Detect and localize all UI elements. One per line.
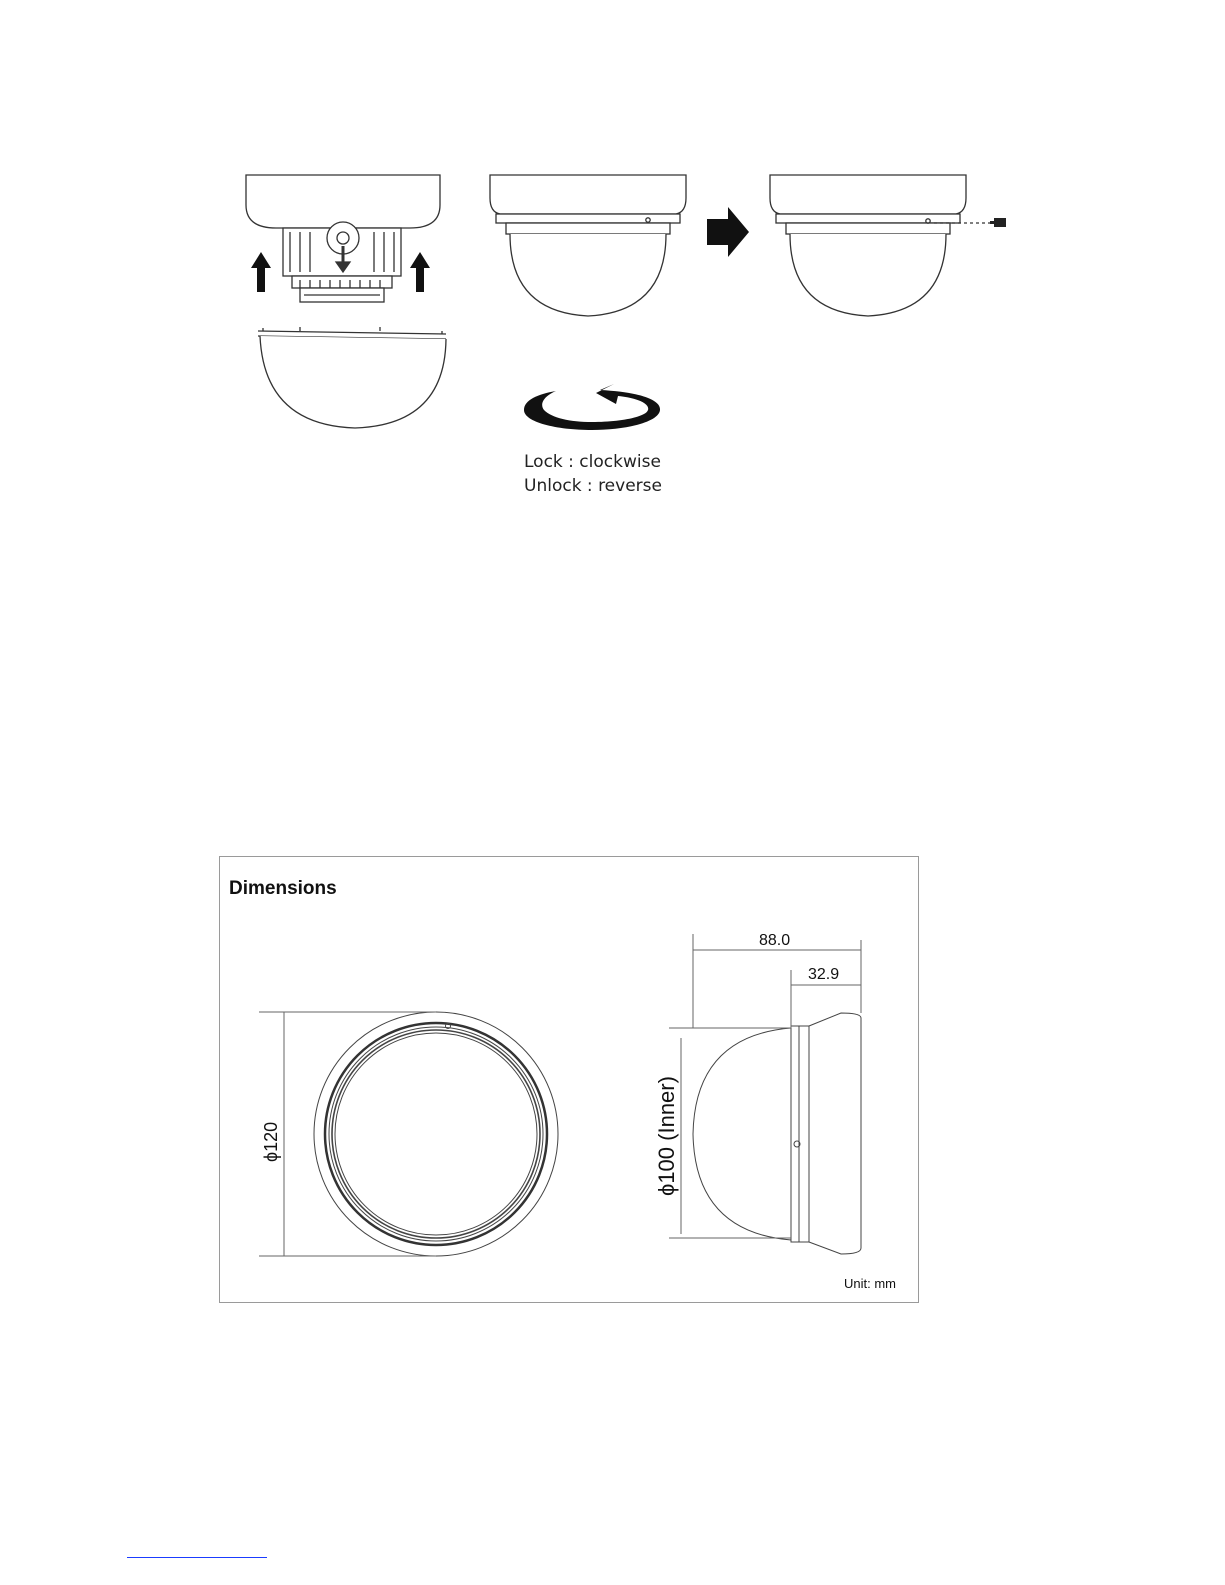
up-arrow-icon xyxy=(251,252,271,292)
base-depth-label: 32.9 xyxy=(808,966,840,983)
outer-diameter-label: ϕ120 xyxy=(261,1121,281,1162)
lock-instructions xyxy=(524,450,662,498)
dome-assembled xyxy=(490,175,686,316)
camera-base-removed xyxy=(246,175,440,302)
dome-cover xyxy=(258,327,446,428)
lock-text: Lock : clockwise xyxy=(524,452,661,472)
assembly-illustration xyxy=(0,0,1225,520)
right-arrow-icon xyxy=(707,207,749,257)
dome-with-screw xyxy=(770,175,990,316)
inner-diameter-label: ϕ100 (Inner) xyxy=(654,1076,679,1196)
rotate-arrow-icon xyxy=(524,384,660,430)
dimensions-title: Dimensions xyxy=(229,878,337,899)
up-arrow-icon xyxy=(410,252,430,292)
overall-depth-label: 88.0 xyxy=(759,932,791,949)
unlock-text: Unlock : reverse xyxy=(524,476,662,496)
screw-icon xyxy=(990,218,1006,227)
unit-label: Unit: mm xyxy=(844,1276,896,1291)
dimensions-drawing xyxy=(219,856,919,1303)
front-view xyxy=(259,1012,558,1256)
footnote-rule xyxy=(127,1557,267,1558)
